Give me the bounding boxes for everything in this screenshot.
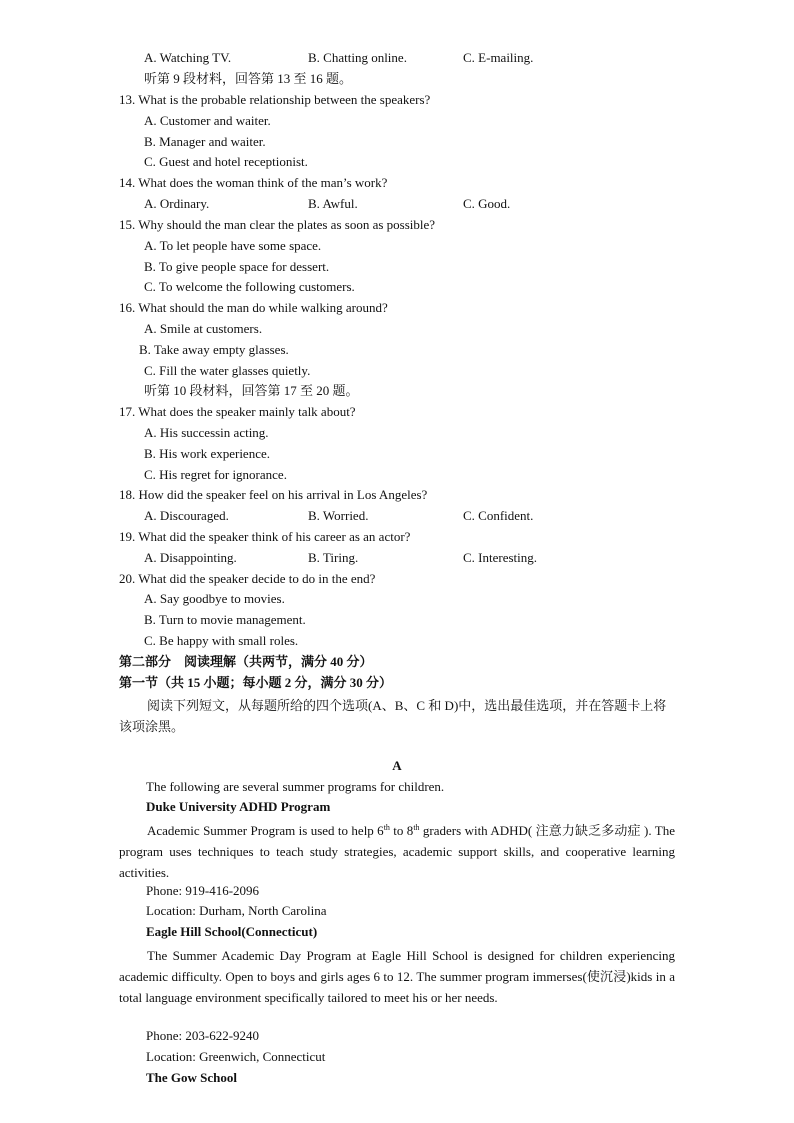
q17-option-a: A. His successin acting. bbox=[144, 425, 269, 440]
program1-phone: Phone: 919-416-2096 bbox=[146, 883, 260, 898]
section-one-title: 第一节（共 15 小题；每小题 2 分，满分 30 分） bbox=[119, 675, 393, 690]
q16-option-b: B. Take away empty glasses. bbox=[139, 342, 289, 357]
program2-description: The Summer Academic Day Program at Eagle Hill School is designed for children experiencing academic difficulty. Open to boys and girls ages 6 to 12. The summer program immerses(使沉浸)kids in a total language environment specifically tailored to meet his or her needs. bbox=[119, 948, 675, 1005]
q15-option-a: A. To let people have some space. bbox=[144, 238, 322, 253]
program2-title: Eagle Hill School(Connecticut) bbox=[146, 924, 318, 939]
q20-option-b: B. Turn to movie management. bbox=[144, 612, 306, 627]
q13-option-c: C. Guest and hotel receptionist. bbox=[144, 154, 308, 169]
q15-question: 15. Why should the man clear the plates as soon as possible? bbox=[119, 217, 436, 232]
q14-question: 14. What does the woman think of the man’s work? bbox=[119, 175, 388, 190]
q15-option-c: C. To welcome the following customers. bbox=[144, 279, 355, 294]
q18-question: 18. How did the speaker feel on his arrival in Los Angeles? bbox=[119, 487, 428, 502]
q20-question: 20. What did the speaker decide to do in the end? bbox=[119, 571, 376, 586]
passage-letter: A bbox=[392, 758, 402, 773]
program1-location: Location: Durham, North Carolina bbox=[146, 903, 327, 918]
q13-question: 13. What is the probable relationship between the speakers? bbox=[119, 92, 431, 107]
q18-option-a: A. Discouraged. bbox=[144, 508, 229, 523]
q19-option-c: C. Interesting. bbox=[463, 550, 538, 565]
q12-option-c: C. E-mailing. bbox=[463, 50, 534, 65]
program2-location: Location: Greenwich, Connecticut bbox=[146, 1049, 326, 1064]
q14-option-a: A. Ordinary. bbox=[144, 196, 210, 211]
part-two-title: 第二部分 阅读理解（共两节，满分 40 分） bbox=[119, 654, 373, 669]
q19-option-a: A. Disappointing. bbox=[144, 550, 237, 565]
q18-option-b: B. Worried. bbox=[308, 508, 369, 523]
q17-option-b: B. His work experience. bbox=[144, 446, 270, 461]
q16-option-c: C. Fill the water glasses quietly. bbox=[144, 363, 311, 378]
program1-description: Academic Summer Program is used to help 6th to 8th graders with ADHD( 注意力缺乏多动症 ). The program uses techniques to teach study strategies, academic support skills, and cooperative learning activities. bbox=[119, 823, 675, 880]
program1-title: Duke University ADHD Program bbox=[146, 799, 331, 814]
q19-question: 19. What did the speaker think of his career as an actor? bbox=[119, 529, 411, 544]
q18-option-c: C. Confident. bbox=[463, 508, 534, 523]
program3-title: The Gow School bbox=[146, 1070, 238, 1085]
q14-option-b: B. Awful. bbox=[308, 196, 358, 211]
passage-intro: The following are several summer programs for children. bbox=[146, 779, 445, 794]
program2-phone: Phone: 203-622-9240 bbox=[146, 1028, 260, 1043]
q19-option-b: B. Tiring. bbox=[308, 550, 359, 565]
reading-instruction: 阅读下列短文，从每题所给的四个选项(A、B、C 和 D)中，选出最佳选项，并在答题卡上将该项涂黑。 bbox=[119, 698, 667, 734]
section9-instruction: 听第 9 段材料，回答第 13 至 16 题。 bbox=[144, 71, 353, 86]
q16-question: 16. What should the man do while walking around? bbox=[119, 300, 388, 315]
q17-question: 17. What does the speaker mainly talk about? bbox=[119, 404, 356, 419]
q20-option-a: A. Say goodbye to movies. bbox=[144, 591, 285, 606]
q12-option-b: B. Chatting online. bbox=[308, 50, 407, 65]
q14-option-c: C. Good. bbox=[463, 196, 511, 211]
q13-option-a: A. Customer and waiter. bbox=[144, 113, 271, 128]
q13-option-b: B. Manager and waiter. bbox=[144, 134, 266, 149]
q15-option-b: B. To give people space for dessert. bbox=[144, 259, 330, 274]
q17-option-c: C. His regret for ignorance. bbox=[144, 467, 287, 482]
q20-option-c: C. Be happy with small roles. bbox=[144, 633, 299, 648]
q16-option-a: A. Smile at customers. bbox=[144, 321, 263, 336]
section10-instruction: 听第 10 段材料，回答第 17 至 20 题。 bbox=[144, 383, 359, 398]
q12-option-a: A. Watching TV. bbox=[144, 50, 232, 65]
